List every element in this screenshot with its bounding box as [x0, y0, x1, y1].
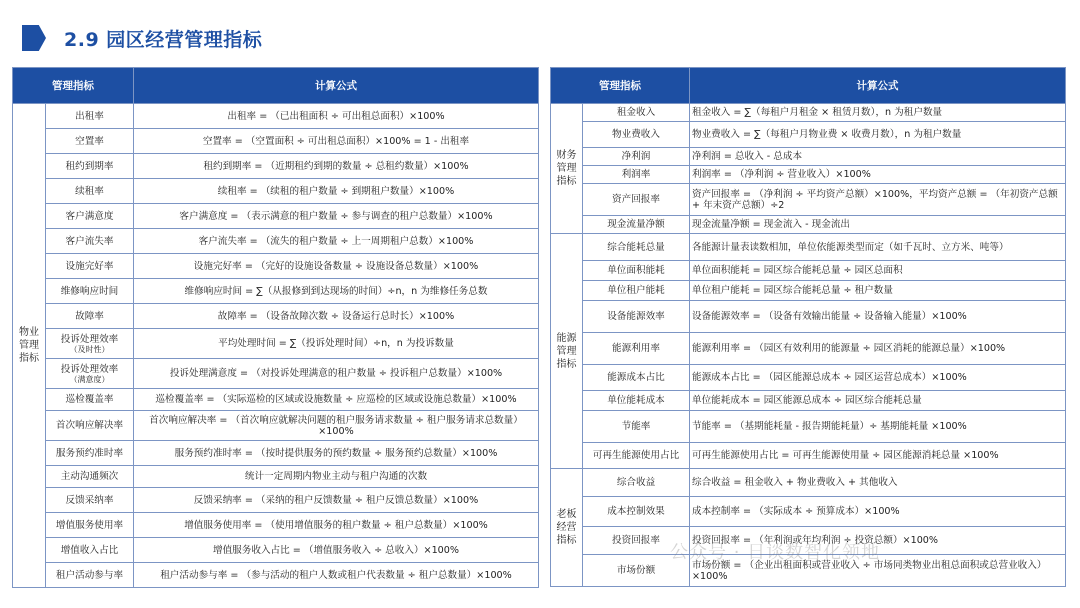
formula-cell: 客户满意度 = （表示满意的租户数量 ÷ 参与调查的租户总数量）×100% [134, 204, 539, 229]
indicator-name: 净利润 [583, 148, 690, 166]
table-row [551, 443, 1066, 469]
indicator-name: 单位面积能耗 [583, 261, 690, 281]
formula-cell: 投资回报率 = （年利润或年均利润 ÷ 投资总额）×100% [690, 527, 1066, 555]
table-row [551, 301, 1066, 333]
category-cell: 财务管理指标 [551, 104, 583, 234]
arrow-marker-icon [22, 25, 46, 51]
formula-cell: 维修响应时间 = ∑（从报修到到达现场的时间）÷n，n 为维修任务总数 [134, 279, 539, 304]
formula-cell: 现金流量净额 = 现金流入 - 现金流出 [690, 216, 1066, 234]
table-row [551, 166, 1066, 184]
indicator-name: 客户满意度 [46, 204, 134, 229]
indicator-name: 维修响应时间 [46, 279, 134, 304]
table-row [551, 148, 1066, 166]
category-cell: 物业管理指标 [13, 104, 46, 588]
formula-cell: 空置率 = （空置面积 ÷ 可出租总面积）×100% = 1 - 出租率 [134, 129, 539, 154]
table-row [13, 466, 539, 488]
indicator-header: 管理指标 [551, 68, 690, 104]
indicator-name: 利润率 [583, 166, 690, 184]
table-row [13, 411, 539, 441]
formula-cell: 设备能源效率 = （设备有效输出能量 ÷ 设备输入能量）×100% [690, 301, 1066, 333]
indicator-name: 主动沟通频次 [46, 466, 134, 488]
formula-cell: 各能源计量表读数相加，单位依能源类型而定（如千瓦时、立方米、吨等） [690, 234, 1066, 261]
table-row [13, 441, 539, 466]
table-row [551, 497, 1066, 527]
table-row [551, 365, 1066, 391]
property-indicators-table [12, 67, 539, 588]
indicator-name: 现金流量净额 [583, 216, 690, 234]
finance-energy-boss-indicators-table [550, 67, 1066, 587]
table-row [13, 104, 539, 129]
formula-cell: 服务预约准时率 = （按时提供服务的预约数量 ÷ 服务预约总数量）×100% [134, 441, 539, 466]
formula-cell: 租金收入 = ∑（每租户月租金 × 租赁月数），n 为租户数量 [690, 104, 1066, 122]
indicator-name: 租约到期率 [46, 154, 134, 179]
table-row [551, 411, 1066, 443]
indicator-name: 综合收益 [583, 469, 690, 497]
indicator-name: 单位租户能耗 [583, 281, 690, 301]
table-row [551, 391, 1066, 411]
page-title: 2.9 园区经营管理指标 [64, 28, 263, 51]
indicator-name: 巡检覆盖率 [46, 389, 134, 411]
formula-cell: 可再生能源使用占比 = 可再生能源使用量 ÷ 园区能源消耗总量 ×100% [690, 443, 1066, 469]
formula-cell: 单位租户能耗 = 园区综合能耗总量 ÷ 租户数量 [690, 281, 1066, 301]
indicator-name: 设施完好率 [46, 254, 134, 279]
indicator-name: 出租率 [46, 104, 134, 129]
table-row [13, 329, 539, 359]
formula-cell: 巡检覆盖率 = （实际巡检的区域或设施数量 ÷ 应巡检的区域或设施总数量）×100% [134, 389, 539, 411]
indicator-name: 增值收入占比 [46, 538, 134, 563]
formula-cell: 反馈采纳率 = （采纳的租户反馈数量 ÷ 租户反馈总数量）×100% [134, 488, 539, 513]
formula-cell: 客户流失率 = （流失的租户数量 ÷ 上一周期租户总数）×100% [134, 229, 539, 254]
table-row [551, 234, 1066, 261]
table-row [13, 488, 539, 513]
table-row [13, 229, 539, 254]
table-row [551, 333, 1066, 365]
formula-cell: 租户活动参与率 = （参与活动的租户人数或租户代表数量 ÷ 租户总数量）×100% [134, 563, 539, 588]
formula-cell: 能源成本占比 = （园区能源总成本 ÷ 园区运营总成本）×100% [690, 365, 1066, 391]
category-cell: 老板经营指标 [551, 469, 583, 587]
formula-cell: 单位能耗成本 = 园区能源总成本 ÷ 园区综合能耗总量 [690, 391, 1066, 411]
formula-cell: 净利润 = 总收入 - 总成本 [690, 148, 1066, 166]
formula-cell: 物业费收入 = ∑（每租户月物业费 × 收费月数），n 为租户数量 [690, 122, 1066, 148]
indicator-name: 投诉处理效率 （及时性） [46, 329, 134, 359]
indicator-name: 服务预约准时率 [46, 441, 134, 466]
table-row [551, 104, 1066, 122]
table-row [13, 359, 539, 389]
table-row [551, 122, 1066, 148]
formula-cell: 续租率 = （续租的租户数量 ÷ 到期租户数量）×100% [134, 179, 539, 204]
indicator-name: 能源利用率 [583, 333, 690, 365]
formula-cell: 统计一定周期内物业主动与租户沟通的次数 [134, 466, 539, 488]
formula-header: 计算公式 [134, 68, 539, 104]
indicator-name: 能源成本占比 [583, 365, 690, 391]
formula-cell: 租约到期率 = （近期租约到期的数量 ÷ 总租约数量）×100% [134, 154, 539, 179]
formula-cell: 投诉处理满意度 = （对投诉处理满意的租户数量 ÷ 投诉租户总数量）×100% [134, 359, 539, 389]
formula-cell: 综合收益 = 租金收入 + 物业费收入 + 其他收入 [690, 469, 1066, 497]
indicator-name: 综合能耗总量 [583, 234, 690, 261]
indicator-name: 租金收入 [583, 104, 690, 122]
indicator-name: 投资回报率 [583, 527, 690, 555]
formula-cell: 出租率 = （已出租面积 ÷ 可出租总面积）×100% [134, 104, 539, 129]
formula-cell: 市场份额 = （企业出租面积或营业收入 ÷ 市场同类物业出租总面积或总营业收入）×100% [690, 555, 1066, 587]
indicator-name: 故障率 [46, 304, 134, 329]
indicator-name: 可再生能源使用占比 [583, 443, 690, 469]
formula-cell: 增值服务收入占比 = （增值服务收入 ÷ 总收入）×100% [134, 538, 539, 563]
indicator-note: （满意度） [69, 374, 110, 384]
indicator-name: 物业费收入 [583, 122, 690, 148]
formula-cell: 单位面积能耗 = 园区综合能耗总量 ÷ 园区总面积 [690, 261, 1066, 281]
formula-cell: 故障率 = （设备故障次数 ÷ 设备运行总时长）×100% [134, 304, 539, 329]
table-row [13, 513, 539, 538]
indicator-name: 市场份额 [583, 555, 690, 587]
indicator-name: 投诉处理效率 （满意度） [46, 359, 134, 389]
table-row [13, 179, 539, 204]
watermark: 公众号 · 日谈数智化领地 [670, 542, 881, 563]
table-row [13, 154, 539, 179]
indicator-name: 成本控制效果 [583, 497, 690, 527]
table-row [551, 281, 1066, 301]
table-row [13, 389, 539, 411]
table-row [13, 279, 539, 304]
table-row [13, 563, 539, 588]
indicator-name: 租户活动参与率 [46, 563, 134, 588]
table-row [13, 129, 539, 154]
table-row [13, 538, 539, 563]
indicator-name: 节能率 [583, 411, 690, 443]
formula-cell: 资产回报率 = （净利润 ÷ 平均资产总额）×100%，平均资产总额 = （年初资产总额 + 年末资产总额）÷2 [690, 184, 1066, 216]
table-row [551, 261, 1066, 281]
category-cell: 能源管理指标 [551, 234, 583, 469]
indicator-name: 单位能耗成本 [583, 391, 690, 411]
formula-cell: 能源利用率 = （园区有效利用的能源量 ÷ 园区消耗的能源总量）×100% [690, 333, 1066, 365]
indicator-name: 客户流失率 [46, 229, 134, 254]
indicator-name: 首次响应解决率 [46, 411, 134, 441]
indicator-name: 设备能源效率 [583, 301, 690, 333]
formula-header: 计算公式 [690, 68, 1066, 104]
table-row [551, 469, 1066, 497]
indicator-name: 资产回报率 [583, 184, 690, 216]
formula-cell: 平均处理时间 = ∑（投诉处理时间）÷n，n 为投诉数量 [134, 329, 539, 359]
indicator-name: 空置率 [46, 129, 134, 154]
formula-cell: 首次响应解决率 = （首次响应就解决问题的租户服务请求数量 ÷ 租户服务请求总数量）×100% [134, 411, 539, 441]
indicator-header: 管理指标 [13, 68, 134, 104]
table-row [551, 184, 1066, 216]
formula-cell: 增值服务使用率 = （使用增值服务的租户数量 ÷ 租户总数量）×100% [134, 513, 539, 538]
section-header [22, 22, 262, 54]
formula-cell: 设施完好率 = （完好的设施设备数量 ÷ 设施设备总数量）×100% [134, 254, 539, 279]
formula-cell: 节能率 = （基期能耗量 - 报告期能耗量）÷ 基期能耗量 ×100% [690, 411, 1066, 443]
table-row [13, 304, 539, 329]
table-row [13, 204, 539, 229]
formula-cell: 利润率 = （净利润 ÷ 营业收入）×100% [690, 166, 1066, 184]
table-row [551, 216, 1066, 234]
indicator-name: 续租率 [46, 179, 134, 204]
formula-cell: 成本控制率 = （实际成本 ÷ 预算成本）×100% [690, 497, 1066, 527]
indicator-note: （及时性） [69, 344, 110, 354]
indicator-name: 反馈采纳率 [46, 488, 134, 513]
indicator-name: 增值服务使用率 [46, 513, 134, 538]
table-row [13, 254, 539, 279]
